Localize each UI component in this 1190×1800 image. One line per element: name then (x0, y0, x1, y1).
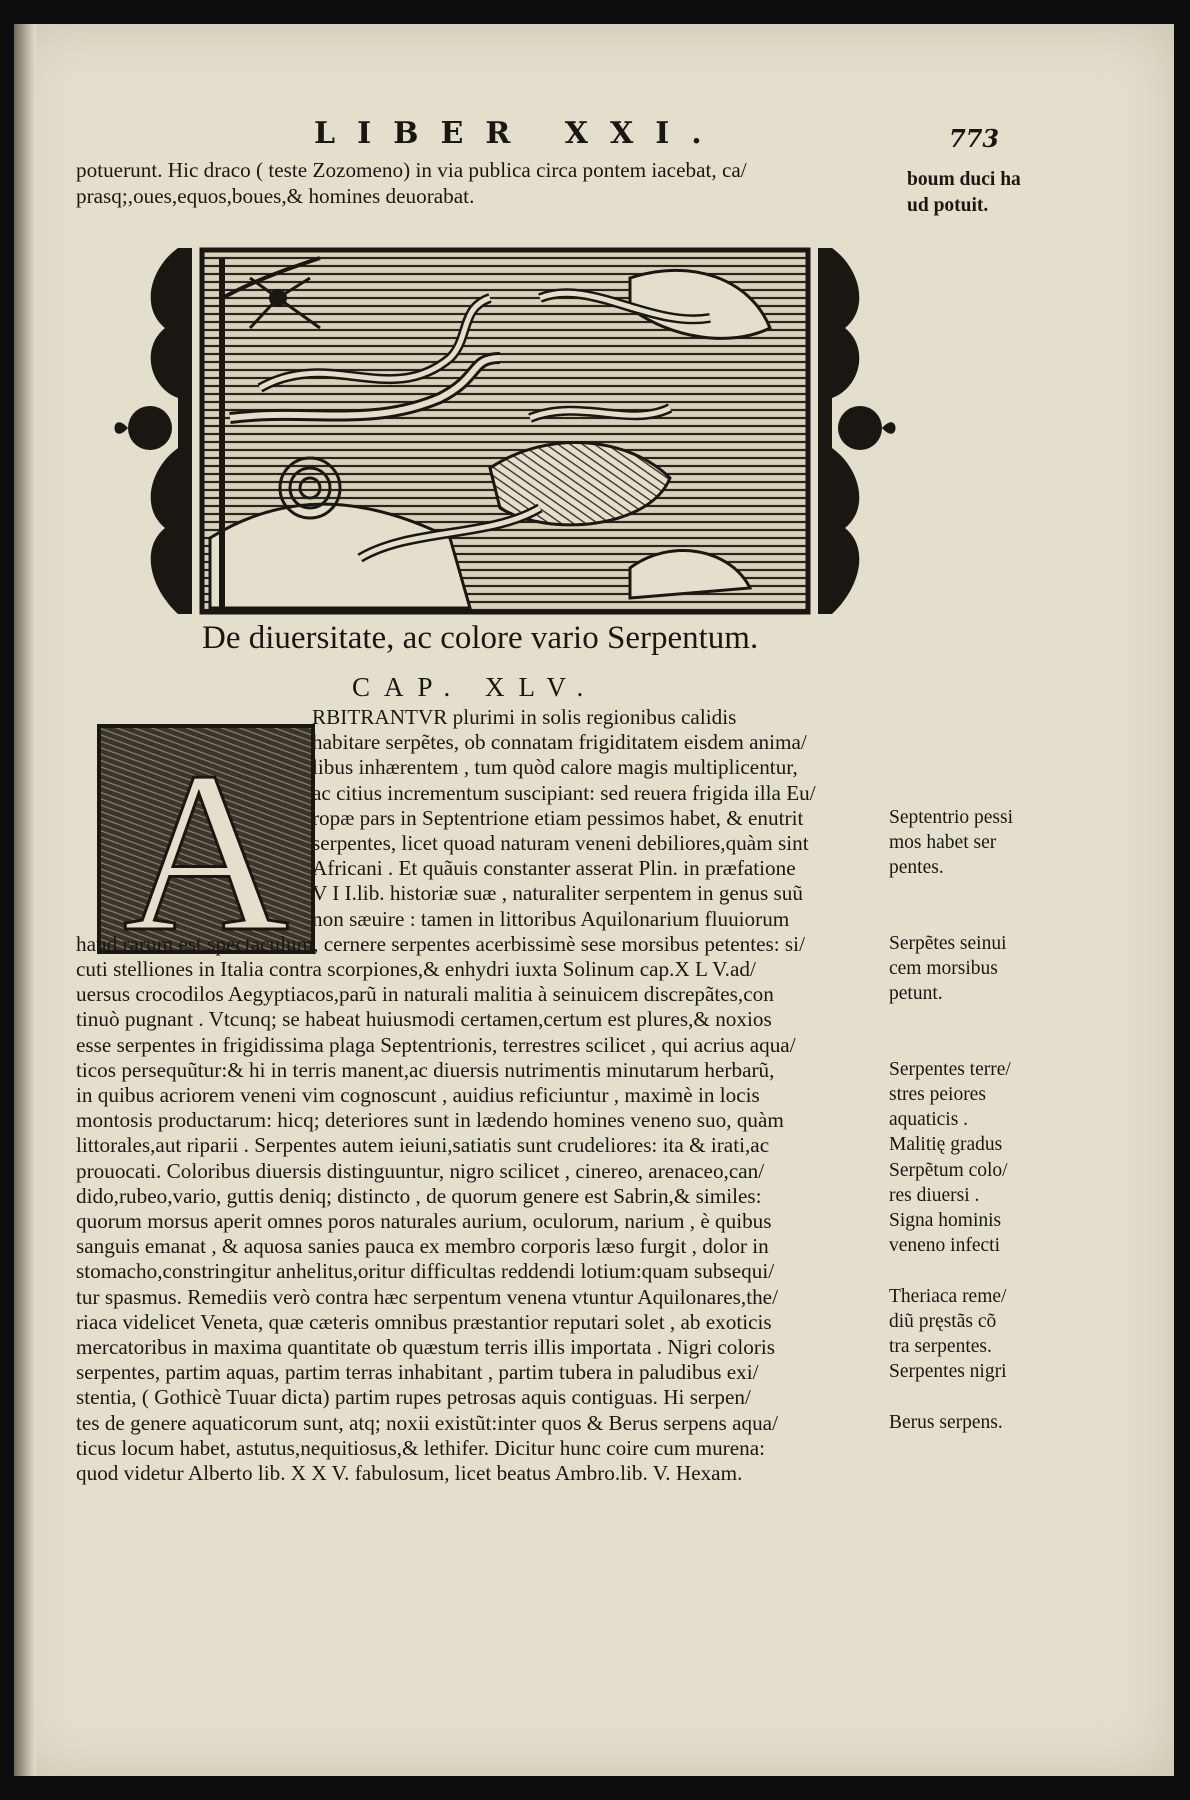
margin-note: Serpẽtes seinui (889, 932, 1007, 954)
running-head: LIBER XXI. (314, 116, 724, 151)
initial-letter: A (122, 724, 290, 954)
body-line: serpentes, licet quoad naturam veneni debiliores,quàm sint (312, 831, 809, 855)
margin-note: ud potuit. (907, 195, 989, 216)
margin-note: pentes. (889, 857, 944, 879)
body-line: libus inhærentem , tum quòd calore magis multiplicentur, (312, 755, 798, 780)
margin-note: Serpentes nigri (889, 1361, 1007, 1383)
margin-note: tra serpentes. (889, 1336, 992, 1357)
body-line: quorum morsus aperit omnes poros naturales aurium, oculorum, narium , è quibus (76, 1209, 772, 1233)
margin-note: Serpentes terre/ (889, 1058, 1011, 1080)
body-line: haud rarum est spectaculum, cernere serpentes acerbissimè sese morsibus petentes: si/ (76, 931, 805, 956)
body-line: in quibus acriorem veneni vim cognoscunt , auidius reficiuntur , maximè in locis (76, 1083, 760, 1107)
chapter-title: De diuersitate, ac colore vario Serpentum. (202, 620, 759, 656)
body-line: ac citius incrementum suscipiant: sed reuera frigida illa Eu/ (312, 780, 816, 805)
body-line: sanguis emanat , & aquosa sanies pauca ex membro corporis læso furgit , dolor in (76, 1234, 769, 1259)
woodcut-illustration (110, 238, 900, 624)
body-line: habitare serpẽtes, ob connatam frigiditatem eisdem anima/ (312, 730, 807, 755)
body-line: quod videtur Alberto lib. X X V. fabulosum, licet beatus Ambro.lib. V. Hexam. (76, 1461, 743, 1485)
margin-note: diũ pręstãs cõ (889, 1310, 997, 1332)
body-line: stentia, ( Gothicè Tuuar dicta) partim rupes petrosas aquis contiguas. Hi serpen/ (76, 1385, 751, 1410)
body-line: Africani . Et quãuis constanter asserat Plin. in præfatione (312, 856, 796, 881)
body-line: riaca videlicet Veneta, quæ cæteris omnibus præstantior reputari solet , ab exoticis (76, 1309, 772, 1334)
body-line: ropæ pars in Septentrione etiam pessimos habet, & enutrit (312, 805, 804, 830)
book-page (14, 24, 1174, 1776)
body-line: montosis productarum: hicq; deteriores sunt in lædendo homines veneno suo, quàm (76, 1108, 784, 1133)
body-line: tinuò pugnant . Vtcunq; se habeat huiusmodi certamen,certum est plures,& noxios (76, 1007, 772, 1032)
margin-note: res diuersi . (889, 1184, 980, 1206)
margin-note: petunt. (889, 983, 943, 1005)
margin-note: Signa hominis (889, 1210, 1002, 1231)
margin-note: aquaticis . (889, 1109, 969, 1131)
body-line: tur spasmus. Remediis verò contra hæc serpentum venena vtuntur Aquilonares,the/ (76, 1284, 778, 1309)
ornament-right (818, 248, 896, 614)
margin-note: Serpẽtum colo/ (889, 1159, 1008, 1181)
body-line: serpentes, partim aquas, partim terras inhabitant , partim tubera in paludibus exi/ (76, 1360, 759, 1385)
margin-note: Septentrio pessi (889, 806, 1014, 828)
folio-number: 773 (949, 124, 1000, 153)
margin-note: veneno infecti (889, 1235, 1000, 1257)
body-line: non sæuire : tamen in littoribus Aquilonarium fluuiorum (312, 906, 790, 931)
body-line: cuti stelliones in Italia contra scorpiones,& enhydri iuxta Solinum cap.X L V.ad/ (76, 957, 756, 981)
body-line: tes de genere aquaticorum sunt, atq; noxii existũt:inter quos & Berus serpens aqua/ (76, 1410, 778, 1435)
margin-note: Malitię gradus (889, 1134, 1003, 1156)
body-line: prouocati. Coloribus diuersis distinguuntur, nigro scilicet , cinereo, arenaceo,can/ (76, 1158, 765, 1183)
body-line: stomacho,constringitur anhelitus,oritur difficultas reddendi lotium:quam subsequi/ (76, 1259, 775, 1284)
body-line: ticos persequũtur:& hi in terris manent,ac diuersis nutrimentis minutarum herbarũ, (76, 1057, 775, 1082)
top-line: prasq;,oues,equos,boues,& homines deuorabat. (76, 184, 475, 208)
body-line: ticus locum habet, astutus,nequitiosus,& lethifer. Dicitur hunc coire cum murena: (76, 1435, 766, 1460)
chapter-number: CAP. XLV. (352, 672, 598, 702)
margin-note: boum duci ha (907, 169, 1021, 190)
body-line: esse serpentes in frigidissima plaga Septentrionis, terrestres scilicet , qui acrius aqua/ (76, 1032, 796, 1057)
margin-note: Berus serpens. (889, 1411, 1003, 1433)
margin-note: cem morsibus (889, 958, 998, 979)
body-line: V I I.lib. historiæ suæ , naturaliter serpentem in genus suũ (312, 881, 803, 906)
top-line: potuerunt. Hic draco ( teste Zozomeno) in via publica circa pontem iacebat, ca/ (76, 158, 747, 182)
body-line: mercatoribus in maxima quantitate ob quæstum terris illis importata . Nigri coloris (76, 1335, 776, 1359)
margin-note: stres peiores (889, 1084, 986, 1105)
ornament-left (115, 248, 193, 614)
body-line: littorales,aut riparii . Serpentes autem ieiuni,satiatis sunt crudeliores: ita & irati,ac (76, 1133, 770, 1158)
body-line: uersus crocodilos Aegyptiacos,parũ in naturali malitia à seinuicem discrepãtes,con (76, 982, 774, 1007)
margin-note: Theriaca reme/ (889, 1285, 1007, 1307)
decorated-initial (97, 724, 315, 954)
body-line: dido,rubeo,vario, guttis deniq; distincto , de quorum genere est Sabrin,& similes: (76, 1183, 762, 1208)
body-line: RBITRANTVR plurimi in solis regionibus calidis (312, 705, 737, 729)
margin-note: mos habet ser (889, 832, 997, 853)
page-gutter-shadow (14, 24, 36, 1776)
